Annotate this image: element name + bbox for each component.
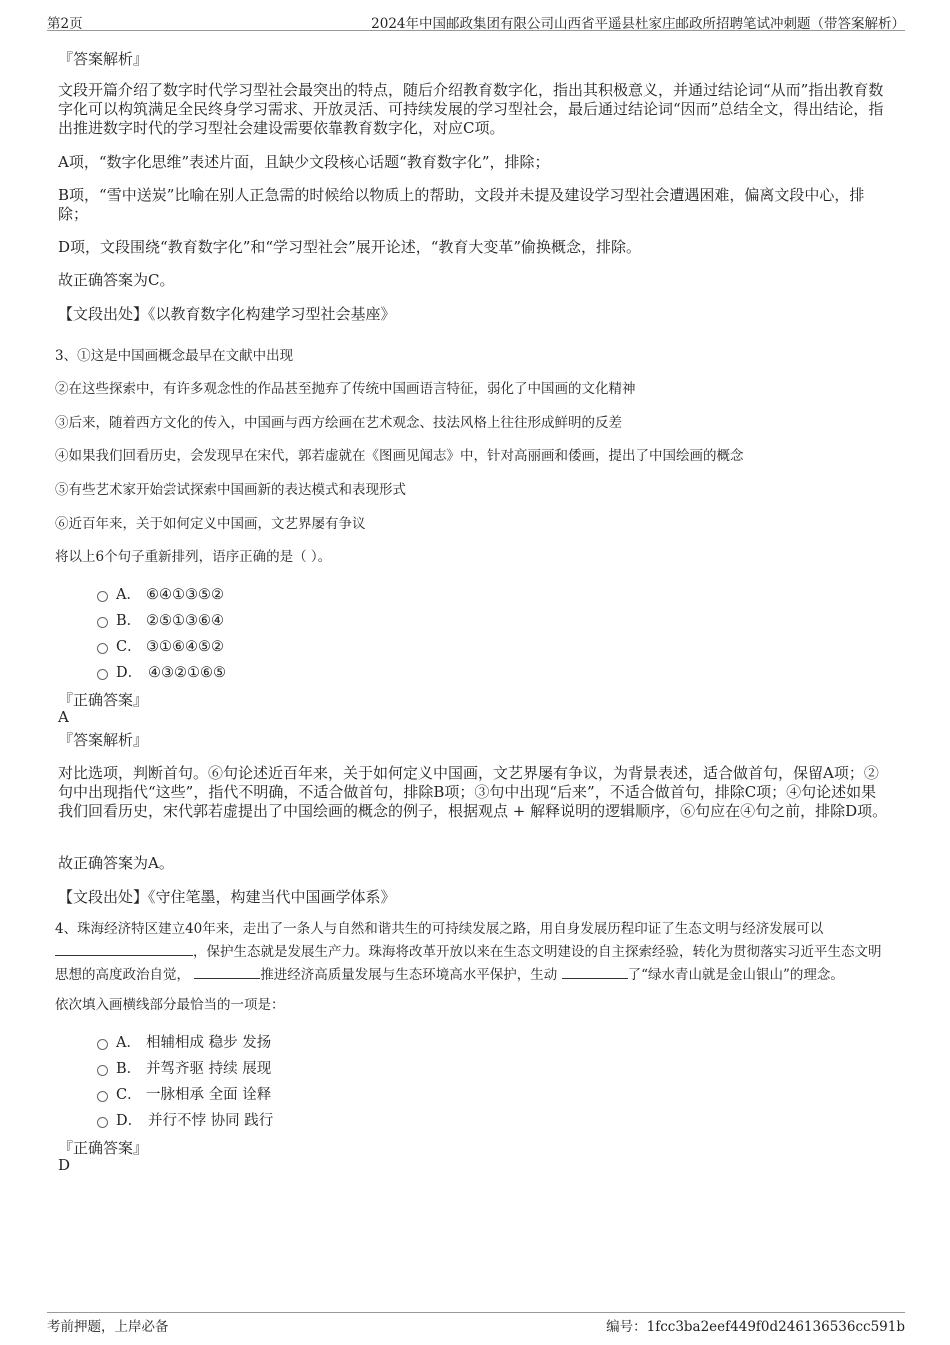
q3-option-c[interactable]: C． ③①⑥④⑤②	[97, 635, 224, 655]
radio-icon[interactable]	[97, 591, 108, 602]
q4-option-d[interactable]: D． 并行不悖 协同 践行	[97, 1109, 273, 1129]
radio-icon[interactable]	[97, 1065, 108, 1076]
q4-prompt: 依次填入画横线部分最恰当的一项是：	[55, 997, 285, 1013]
q3-sentence-4: ④如果我们回看历史，会发现早在宋代，郭若虚就在《图画见闻志》中，针对高丽画和倭画，提出了中国绘画的概念	[55, 448, 744, 464]
q4-option-c[interactable]: C． 一脉相承 全面 诠释	[97, 1083, 271, 1103]
page-footer	[47, 1312, 905, 1335]
radio-icon[interactable]	[97, 1117, 108, 1128]
q3-sentence-1: 3、①这是中国画概念最早在文献中出现	[55, 348, 294, 364]
radio-icon[interactable]	[97, 1039, 108, 1050]
q3-sentence-2: ②在这些探索中，有许多观念性的作品甚至抛弃了传统中国画语言特征，弱化了中国画的文化精神	[55, 381, 636, 397]
q2-source: 【文段出处】《以教育数字化构建学习型社会基座》	[58, 305, 396, 323]
q4-option-b[interactable]: B． 并驾齐驱 持续 展现	[97, 1057, 271, 1077]
q3-sentence-5: ⑤有些艺术家开始尝试探索中国画新的表达模式和表现形式	[55, 482, 406, 498]
q3-sentence-6: ⑥近百年来，关于如何定义中国画，文艺界屡有争议	[55, 516, 366, 532]
radio-icon[interactable]	[97, 669, 108, 680]
answer-blank[interactable]	[562, 963, 628, 979]
q4-stem: 4、珠海经济特区建立40年来，走出了一条人与自然和谐共生的可持续发展之路，用自身发展历程印证了生态文明与经济发展可以，保护生态就是发展生产力。珠海将改革开放以来在生态文明建设的自主探索经验，转化为贯彻落实习近平生态文明思想的高度政治自觉， 推进经济高质量发展与生态环境高水平保护，生动 了“绿水青山就是金山银山”的理念。	[55, 921, 882, 983]
q3-source: 【文段出处】《守住笔墨，构建当代中国画学体系》	[58, 888, 396, 906]
answer-blank[interactable]	[194, 963, 260, 979]
q3-answer: A	[58, 708, 69, 726]
document-title: 2024年中国邮政集团有限公司山西省平遥县杜家庄邮政所招聘笔试冲刺题（带答案解析）	[371, 16, 905, 32]
q2-option-a-analysis: A项，“数字化思维”表述片面，且缺少文段核心话题“教育数字化”，排除；	[58, 153, 550, 171]
q3-sentence-3: ③后来，随着西方文化的传入，中国画与西方绘画在艺术观念、技法风格上往往形成鲜明的反差	[55, 415, 622, 431]
footer-slogan: 考前押题，上岸必备	[47, 1319, 169, 1335]
q2-analysis-label: 『答案解析』	[58, 50, 149, 68]
page-number: 第2页	[47, 16, 83, 32]
q3-analysis-label: 『答案解析』	[58, 731, 149, 749]
q3-prompt: 将以上6个句子重新排列，语序正确的是（ ）。	[55, 549, 332, 565]
q2-conclusion: 故正确答案为C。	[58, 271, 175, 289]
radio-icon[interactable]	[97, 617, 108, 628]
q2-analysis-paragraph: 文段开篇介绍了数字时代学习型社会最突出的特点，随后介绍教育数字化，指出其积极意义，并通过结论词“从而”指出教育数字化可以构筑满足全民终身学习需求、开放灵活、可持续发展的学习型社会，最后通过结论词“因而”总结全文，得出结论，指出推进数字时代的学习型社会建设需要依靠教育数字化，对应C项。	[58, 81, 884, 137]
q3-option-b[interactable]: B． ②⑤①③⑥④	[97, 609, 224, 629]
q3-conclusion: 故正确答案为A。	[58, 854, 174, 872]
q4-answer: D	[58, 1156, 71, 1174]
q3-option-d[interactable]: D． ④③②①⑥⑤	[97, 661, 226, 681]
q3-option-a[interactable]: A． ⑥④①③⑤②	[97, 583, 224, 603]
radio-icon[interactable]	[97, 643, 108, 654]
q3-answer-label: 『正确答案』	[58, 691, 149, 709]
q4-answer-label: 『正确答案』	[58, 1139, 149, 1157]
q3-analysis-paragraph: 对比选项，判断首句。⑥句论述近百年来，关于如何定义中国画，文艺界屡有争议，为背景表述，适合做首句，保留A项；②句中出现指代“这些”，指代不明确，不适合做首句，排除B项；③句中出现“后来”，不适合做首句，排除C项；④句论述如果我们回看历史，宋代郭若虚提出了中国绘画的概念的例子，根据观点 + 解释说明的逻辑顺序，⑥句应在④句之前，排除D项。	[58, 764, 888, 820]
page-header	[47, 0, 905, 31]
q2-option-b-analysis: B项，“雪中送炭”比喻在别人正急需的时候给以物质上的帮助，文段并未提及建设学习型社会遭遇困难，偏离文段中心，排除；	[58, 186, 865, 223]
radio-icon[interactable]	[97, 1091, 108, 1102]
answer-blank[interactable]	[55, 940, 193, 956]
footer-serial-number: 编号：1fcc3ba2eef449f0d246136536cc591b	[606, 1319, 905, 1335]
q2-option-d-analysis: D项，文段围绕“教育数字化”和“学习型社会”展开论述，“教育大变革”偷换概念，排除。	[58, 238, 642, 256]
q4-option-a[interactable]: A． 相辅相成 稳步 发扬	[97, 1031, 271, 1051]
